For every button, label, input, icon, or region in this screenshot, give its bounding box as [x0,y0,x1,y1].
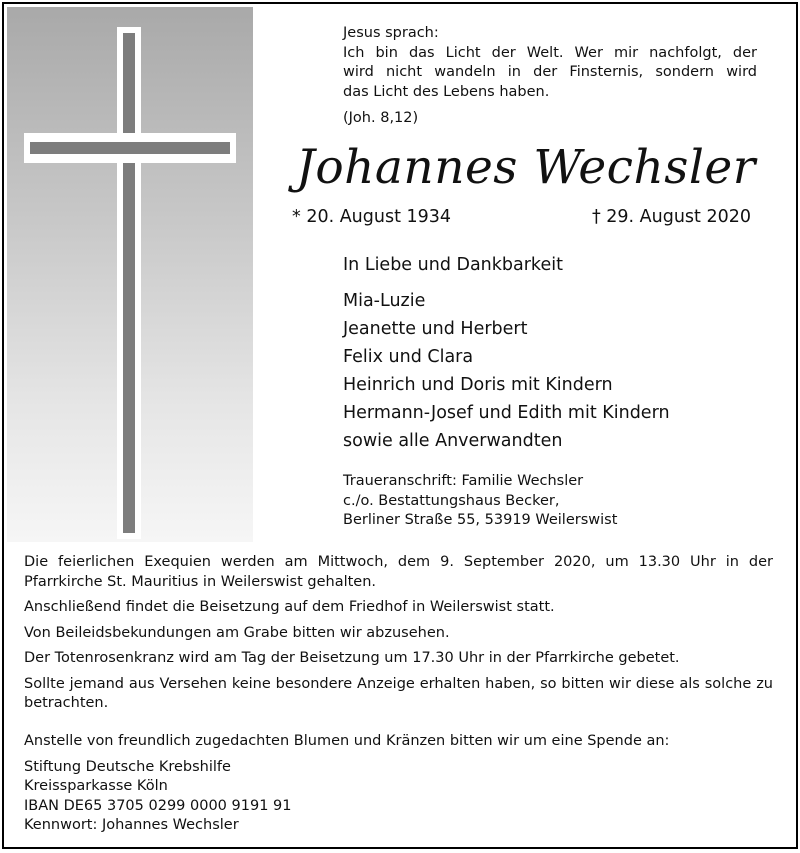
bible-verse [343,24,757,102]
notice-paragraph: Die feierlichen Exequien werden am Mittwoch, dem 9. September 2020, um 13.30 Uhr in der Pfarrkirche St. Mauritius in Weilerswist gehalten. [24,554,773,590]
mourner-name: Felix und Clara [343,347,474,367]
cross-horizontal-beam [24,133,236,163]
notice-paragraph: Sollte jemand aus Versehen keine besondere Anzeige erhalten haben, so bitten wir diese als solche zu betrachten. [24,675,773,711]
mourner-name: Mia-Luzie [343,291,426,311]
mourners-list [343,287,670,455]
mourner-name: sowie alle Anverwandten [343,431,563,451]
mourner-name: Heinrich und Doris mit Kindern [343,375,613,395]
donation-line: Stiftung Deutsche Krebshilfe [24,758,231,775]
death-date: † 29. August 2020 [591,207,751,227]
notice-paragraph: Von Beileidsbekundungen am Grabe bitten wir abzusehen. [24,624,450,641]
donation-request: Anstelle von freundlich zugedachten Blumen und Kränzen bitten wir um eine Spende an: [24,733,670,749]
address-line: Traueranschrift: Familie Wechsler [343,473,584,489]
notice-paragraph: Anschließend findet die Beisetzung auf dem Friedhof in Weilerswist statt. [24,599,555,615]
address-line: Berliner Straße 55, 53919 Weilerswist [343,512,618,528]
mourner-name: Hermann-Josef und Edith mit Kindern [343,403,670,423]
verse-line: Ich bin das Licht der Welt. Wer mir nachfolgt, der [343,44,757,61]
donation-line: Kennwort: Johannes Wechsler [24,817,239,833]
funeral-details [24,553,773,720]
verse-line: wird nicht wandeln in der Finsternis, sondern wird [343,64,757,80]
birth-date: * 20. August 1934 [292,207,452,227]
verse-reference: (Joh. 8,12) [343,110,419,126]
mourner-name: Jeanette und Herbert [343,319,528,339]
donation-info [24,732,669,836]
deceased-name: Johannes Wechsler [296,140,756,195]
address-line: c./o. Bestattungshaus Becker, [343,492,560,509]
donation-line: IBAN DE65 3705 0299 0000 9191 91 [24,797,292,814]
cross-panel [7,7,253,542]
obituary-notice [2,2,798,849]
donation-line: Kreissparkasse Köln [24,778,168,794]
verse-line: Jesus sprach: [343,25,439,41]
mourners-intro: In Liebe und Dankbarkeit [343,255,563,275]
cross-vertical-beam [117,27,141,539]
notice-paragraph: Der Totenrosenkranz wird am Tag der Beisetzung um 17.30 Uhr in der Pfarrkirche gebetet. [24,650,680,666]
verse-line: das Licht des Lebens haben. [343,83,550,100]
condolence-address [343,472,617,531]
